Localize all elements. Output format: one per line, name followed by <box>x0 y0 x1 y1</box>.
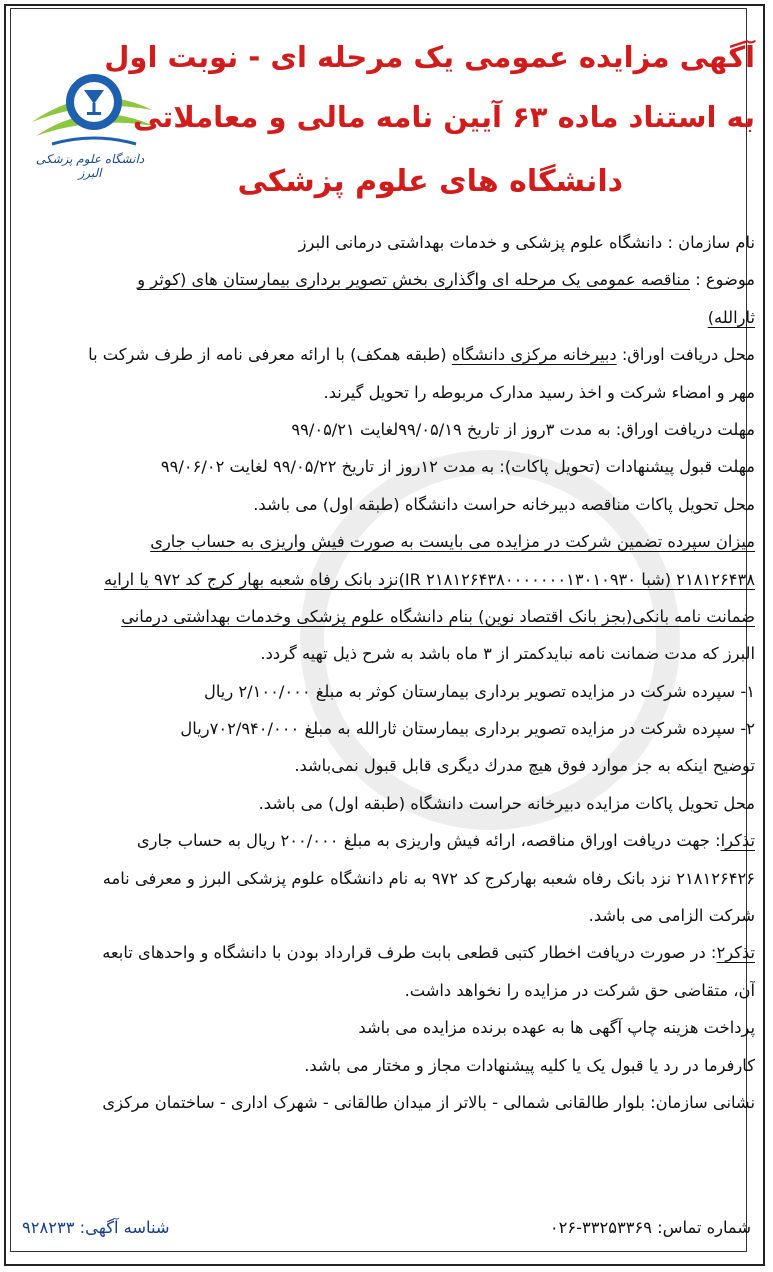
title-line-3: دانشگاه های علوم پزشکی <box>237 164 623 199</box>
announcement-body <box>17 224 755 1121</box>
subject-text: مناقصه عمومی یک مرحله ای واگذاری بخش تصویر برداری بیمارستان های (کوثر و <box>137 270 691 290</box>
ad-id: شناسه آگهی: ۹۲۸۲۳۳ <box>22 1218 170 1237</box>
ad-cost-line: پرداخت هزینه چاپ آگهی ها به عهده برنده مزایده می باشد <box>358 1018 755 1038</box>
reminder-1-line-3: شرکت الزامی می باشد. <box>588 906 755 926</box>
reminder-1-line: تذکرا: جهت دریافت اوراق مناقصه، ارائه فیش واریزی به مبلغ ۲۰۰/۰۰۰ ریال به حساب جاری <box>136 831 755 851</box>
deposit-line-1: میزان سپرده تضمین شرکت در مزایده می بایست به صورت فیش واریزی به حساب جاری <box>150 532 755 552</box>
deposit-line-3: ضمانت نامه بانکی(بجز بانک اقتصاد نوین) بنام دانشگاه علوم پزشکی وخدمات بهداشتی درمانی <box>121 606 755 626</box>
subject-line: موضوع : مناقصه عمومی یک مرحله ای واگذاری بخش تصویر برداری بیمارستان های (کوثر و <box>137 270 755 290</box>
reminder-1-line-2: ۲۱۸۱۲۶۴۲۶ نزد بانک رفاه شعبه بهارکرج کد ۹۷۲ به نام دانشگاه علوم پزشکی البرز و معرفی نامه <box>102 868 755 888</box>
deposit-line-2: ۲۱۸۱۲۶۴۳۸ (شبا ۲۱۸۱۲۶۴۳۸۰۰۰۰۰۰۰۱۳۰۱۰۹۳۰ IR)نزد بانک رفاه شعبه بهار کرج کد ۹۷۲ یا ارایه <box>103 569 755 589</box>
org-name-line: نام سازمان : دانشگاه علوم پزشکی و خدمات بهداشتی درمانی البرز <box>298 233 755 252</box>
reminder-2-line: تذکر۲: در صورت دریافت اخطار کتبی قطعی بابت طرف قرارداد بودن با دانشگاه و واحدهای تابعه <box>102 943 755 963</box>
note-line: توضیح اینکه به جز موارد فوق هیچ مدرك دیگری قابل قبول نمی‌باشد. <box>294 756 755 776</box>
doc-deadline-line: مهلت دریافت اوراق: به مدت ۳روز از تاریخ ۹۹/۰۵/۱۹لغایت ۹۹/۰۵/۲۱ <box>291 419 755 439</box>
auction-delivery-line: محل تحویل پاکات مزایده دبیرخانه حراست دانشگاه (طبقه اول) می باشد. <box>258 793 755 813</box>
deposit-item-1: ۱- سپرده شرکت در مزایده تصویر برداری بیمارستان کوثر به مبلغ ۲/۱۰۰/۰۰۰ ریال <box>204 681 755 701</box>
reminder-2-line-2: آن، متقاضی حق شرکت در مزایده را نخواهد داشت. <box>404 980 755 1000</box>
doc-pickup-line: محل دریافت اوراق: دبیرخانه مرکزی دانشگاه (طبقه همکف) با ارائه معرفی نامه از طرف شرکت با <box>88 345 755 365</box>
title-line-1: آگهی مزایده عمومی یک مرحله ای - نوبت اول <box>104 40 755 74</box>
title-line-2: به استناد ماده ۶۳ آیین نامه مالی و معاملاتی <box>132 100 755 134</box>
deposit-line-4: البرز که مدت ضمانت نامه نبایدکمتر از ۳ ماه باشد به شرح ذیل تهیه گردد. <box>260 644 755 664</box>
contact-phone: شماره تماس: ۳۳۲۵۳۳۶۹-۰۲۶ <box>549 1218 751 1237</box>
logo-caption: دانشگاه علوم پزشکی البرز <box>35 152 145 180</box>
bid-deadline-line: مهلت قبول پیشنهادات (تحویل پاکات): به مدت ۱۲روز از تاریخ ۹۹/۰۵/۲۲ لغایت ۹۹/۰۶/۰۲ <box>160 457 755 477</box>
address-line: نشانی سازمان: بلوار طالقانی شمالی - بالاتر از میدان طالقانی - شهرک اداری - ساختمان مرکزی <box>102 1092 755 1112</box>
deposit-item-2: ۲- سپرده شرکت در مزایده تصویر برداری بیمارستان ثارالله به مبلغ ۷۰۲/۹۴۰/۰۰۰ریال <box>180 719 755 739</box>
subject-line-2: ثارالله) <box>707 307 755 327</box>
footer <box>18 1216 755 1252</box>
employer-rights-line: کارفرما در رد یا قبول یک یا کلیه پیشنهادات مجاز و مختار می باشد. <box>304 1055 755 1075</box>
doc-pickup-line-2: مهر و امضاء شرکت و اخذ رسید مدارک مربوطه را تحویل گیرند. <box>323 382 755 402</box>
delivery-place-line: محل تحویل پاکات مناقصه دبیرخانه حراست دانشگاه (طبقه اول) می باشد. <box>253 494 755 514</box>
